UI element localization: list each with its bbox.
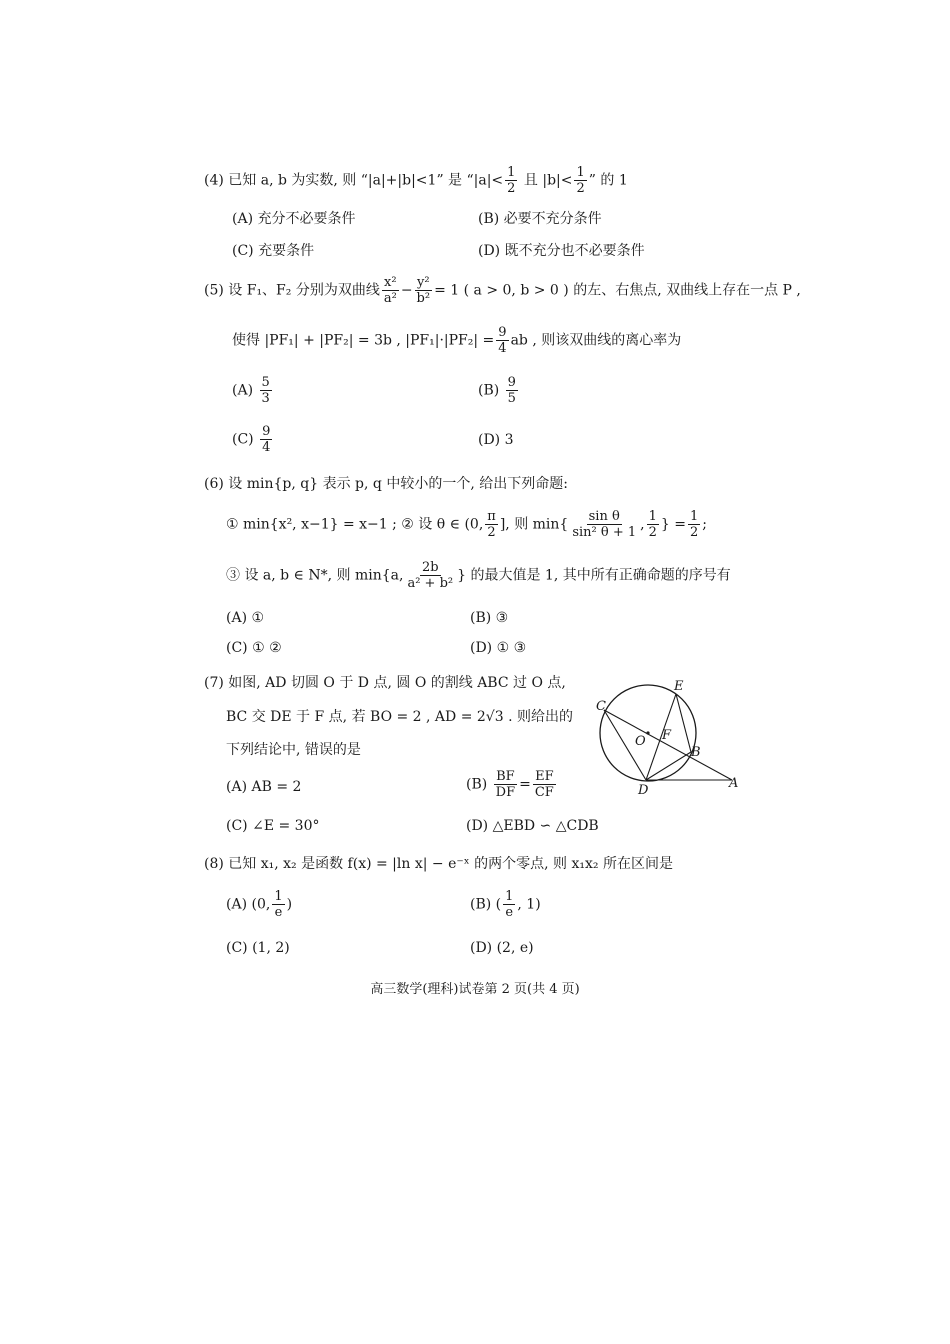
frac-den: DF bbox=[495, 785, 516, 800]
q8-stem: (8) 已知 x₁, x₂ 是函数 f(x) = |ln x| − e⁻ˣ 的两个零点, 则 x₁x₂ 所在区间是 bbox=[204, 856, 673, 872]
q5-stem2-pre: 使得 |PF₁| + |PF₂| = 3b , |PF₁|·|PF₂| = bbox=[232, 332, 495, 349]
option-label: (A) bbox=[232, 382, 254, 399]
frac-den: a² bbox=[383, 291, 397, 306]
frac-den: a² + b² bbox=[407, 576, 454, 591]
q7-option-a: (A) AB = 2 bbox=[226, 779, 302, 795]
label-f: F bbox=[662, 728, 672, 743]
q4-half-1 bbox=[505, 166, 517, 195]
frac-den: b² bbox=[416, 291, 431, 306]
frac-den: 4 bbox=[262, 440, 271, 455]
q8-b-pre: (B) ( bbox=[470, 896, 502, 913]
frac-num: x² bbox=[384, 275, 397, 290]
q8-option-c: (C) (1, 2) bbox=[226, 940, 290, 956]
q6-p3a: ③ 设 a, b ∈ N*, 则 min{a, bbox=[226, 567, 404, 584]
q6-sin-frac bbox=[570, 510, 638, 539]
q5-minus: − bbox=[400, 282, 413, 299]
frac-den: e bbox=[274, 905, 283, 920]
q5-nine-fourths bbox=[496, 326, 508, 355]
q6-half-2 bbox=[688, 510, 700, 539]
q8-option-b bbox=[470, 890, 541, 919]
q7-geometry-figure bbox=[590, 672, 750, 802]
frac-den: sin² θ + 1 bbox=[572, 525, 637, 540]
frac-den: 5 bbox=[507, 391, 516, 406]
q6-p1c: , bbox=[640, 516, 645, 533]
q6-option-d: (D) ① ③ bbox=[470, 640, 527, 656]
frac-num: 9 bbox=[262, 424, 271, 439]
q6-option-a: (A) ① bbox=[226, 610, 265, 626]
q5-option-b bbox=[478, 376, 520, 405]
q6-p3b: } 的最大值是 1, 其中所有正确命题的序号有 bbox=[457, 567, 731, 584]
frac-den: 4 bbox=[498, 341, 507, 356]
frac-num: BF bbox=[496, 769, 515, 784]
q7-line3: 下列结论中, 错误的是 bbox=[226, 742, 361, 758]
frac-num: 9 bbox=[507, 375, 516, 390]
q4-half-2 bbox=[574, 166, 586, 195]
q4-mid-text: 且 |b|< bbox=[519, 172, 573, 189]
label-c: C bbox=[596, 699, 606, 714]
secant-abc bbox=[604, 710, 732, 780]
q5-stem-line1 bbox=[204, 276, 801, 305]
frac-num: y² bbox=[417, 275, 430, 290]
q6-prop-3 bbox=[226, 561, 731, 590]
q5-x2-frac bbox=[382, 276, 399, 305]
frac-den: 2 bbox=[689, 525, 699, 540]
frac-num: 9 bbox=[498, 325, 507, 340]
label-e: E bbox=[674, 679, 684, 694]
option-label: (C) bbox=[232, 431, 254, 448]
frac-num: 1 bbox=[274, 889, 283, 904]
q5-c-frac bbox=[260, 425, 272, 454]
frac-den: 2 bbox=[487, 525, 496, 540]
frac-den: 2 bbox=[507, 181, 516, 196]
frac-num: 1 bbox=[689, 509, 699, 524]
q5-a-frac bbox=[260, 376, 272, 405]
q5-option-a bbox=[232, 376, 274, 405]
frac-num: 1 bbox=[507, 165, 516, 180]
q8-a-post: ) bbox=[286, 896, 293, 913]
q6-p1: ① min{x², x−1} = x−1 ; ② 设 θ ∈ (0, bbox=[226, 516, 484, 533]
q7-ef-cf bbox=[533, 770, 556, 799]
q5-y2-frac bbox=[415, 276, 433, 305]
q7-eq: = bbox=[519, 776, 531, 793]
frac-den: e bbox=[505, 905, 514, 920]
frac-den: 3 bbox=[261, 391, 270, 406]
q8-option-a bbox=[226, 890, 292, 919]
frac-num: 5 bbox=[261, 375, 270, 390]
q6-half bbox=[647, 510, 659, 539]
q7-line1: (7) 如图, AD 切圆 O 于 D 点, 圆 O 的割线 ABC 过 O 点, bbox=[204, 675, 566, 691]
q4-tail-text: ” 的 1 bbox=[588, 172, 628, 189]
q4-option-b: (B) 必要不充分条件 bbox=[478, 211, 602, 227]
q7-option-d: (D) △EBD ∽ △CDB bbox=[466, 818, 599, 834]
q5-option-c bbox=[232, 425, 274, 454]
frac-den: 2 bbox=[576, 181, 585, 196]
label-o: O bbox=[635, 734, 646, 749]
q4-stem-text: (4) 已知 a, b 为实数, 则 “|a|+|b|<1” 是 “|a|< bbox=[204, 172, 504, 189]
q7-line2: BC 交 DE 于 F 点, 若 BO = 2 , AD = 2√3 . 则给出的 bbox=[226, 709, 573, 725]
option-label: (B) bbox=[478, 382, 500, 399]
frac-num: 2b bbox=[421, 560, 439, 575]
q6-p1e: ; bbox=[702, 516, 707, 533]
frac-den: CF bbox=[534, 785, 554, 800]
q8-b-post: , 1) bbox=[517, 896, 541, 913]
q8-option-d: (D) (2, e) bbox=[470, 940, 534, 956]
q7-bf-df bbox=[494, 770, 517, 799]
q6-p1d: } = bbox=[660, 516, 686, 533]
q8-a-frac bbox=[272, 890, 284, 919]
q7-option-c: (C) ∠E = 30° bbox=[226, 818, 320, 834]
frac-num: EF bbox=[535, 769, 554, 784]
label-a: A bbox=[729, 776, 739, 791]
q5-b-frac bbox=[506, 376, 518, 405]
page-footer: 高三数学(理科)试卷第 2 页(共 4 页) bbox=[370, 982, 580, 997]
q6-p1b: ], 则 min{ bbox=[499, 516, 569, 533]
q5-stem1-post: = 1 ( a > 0, b > 0 ) 的左、右焦点, 双曲线上存在一点 P , bbox=[434, 282, 801, 299]
q4-stem bbox=[204, 166, 628, 195]
q6-stem: (6) 设 min{p, q} 表示 p, q 中较小的一个, 给出下列命题: bbox=[204, 476, 568, 492]
q8-a-pre: (A) (0, bbox=[226, 896, 271, 913]
q4-option-c: (C) 充要条件 bbox=[232, 243, 315, 259]
frac-den: 2 bbox=[648, 525, 657, 540]
label-d: D bbox=[638, 783, 649, 798]
frac-num: 1 bbox=[576, 165, 585, 180]
q6-pi-half bbox=[485, 510, 498, 539]
label-b: B bbox=[691, 745, 701, 760]
segment-de bbox=[646, 694, 676, 780]
q5-stem2-post: ab , 则该双曲线的离心率为 bbox=[510, 332, 682, 349]
option-label: (B) bbox=[466, 776, 488, 793]
frac-num: 1 bbox=[648, 509, 657, 524]
frac-num: sin θ bbox=[588, 509, 620, 524]
center-dot bbox=[646, 731, 649, 734]
q7-option-b bbox=[466, 770, 558, 799]
q4-option-a: (A) 充分不必要条件 bbox=[232, 211, 356, 227]
segment-eb bbox=[676, 694, 691, 752]
q5-stem1-pre: (5) 设 F₁、F₂ 分别为双曲线 bbox=[204, 282, 380, 299]
q8-b-frac bbox=[503, 890, 515, 919]
q6-option-c: (C) ① ② bbox=[226, 640, 282, 656]
q6-2b-frac bbox=[405, 561, 455, 590]
q5-option-d: (D) 3 bbox=[478, 432, 514, 448]
q5-stem-line2 bbox=[232, 326, 681, 355]
frac-num: 1 bbox=[505, 889, 514, 904]
q6-option-b: (B) ③ bbox=[470, 610, 509, 626]
q6-props-1-2 bbox=[226, 510, 707, 539]
q4-option-d: (D) 既不充分也不必要条件 bbox=[478, 243, 645, 259]
frac-num: π bbox=[487, 509, 496, 524]
